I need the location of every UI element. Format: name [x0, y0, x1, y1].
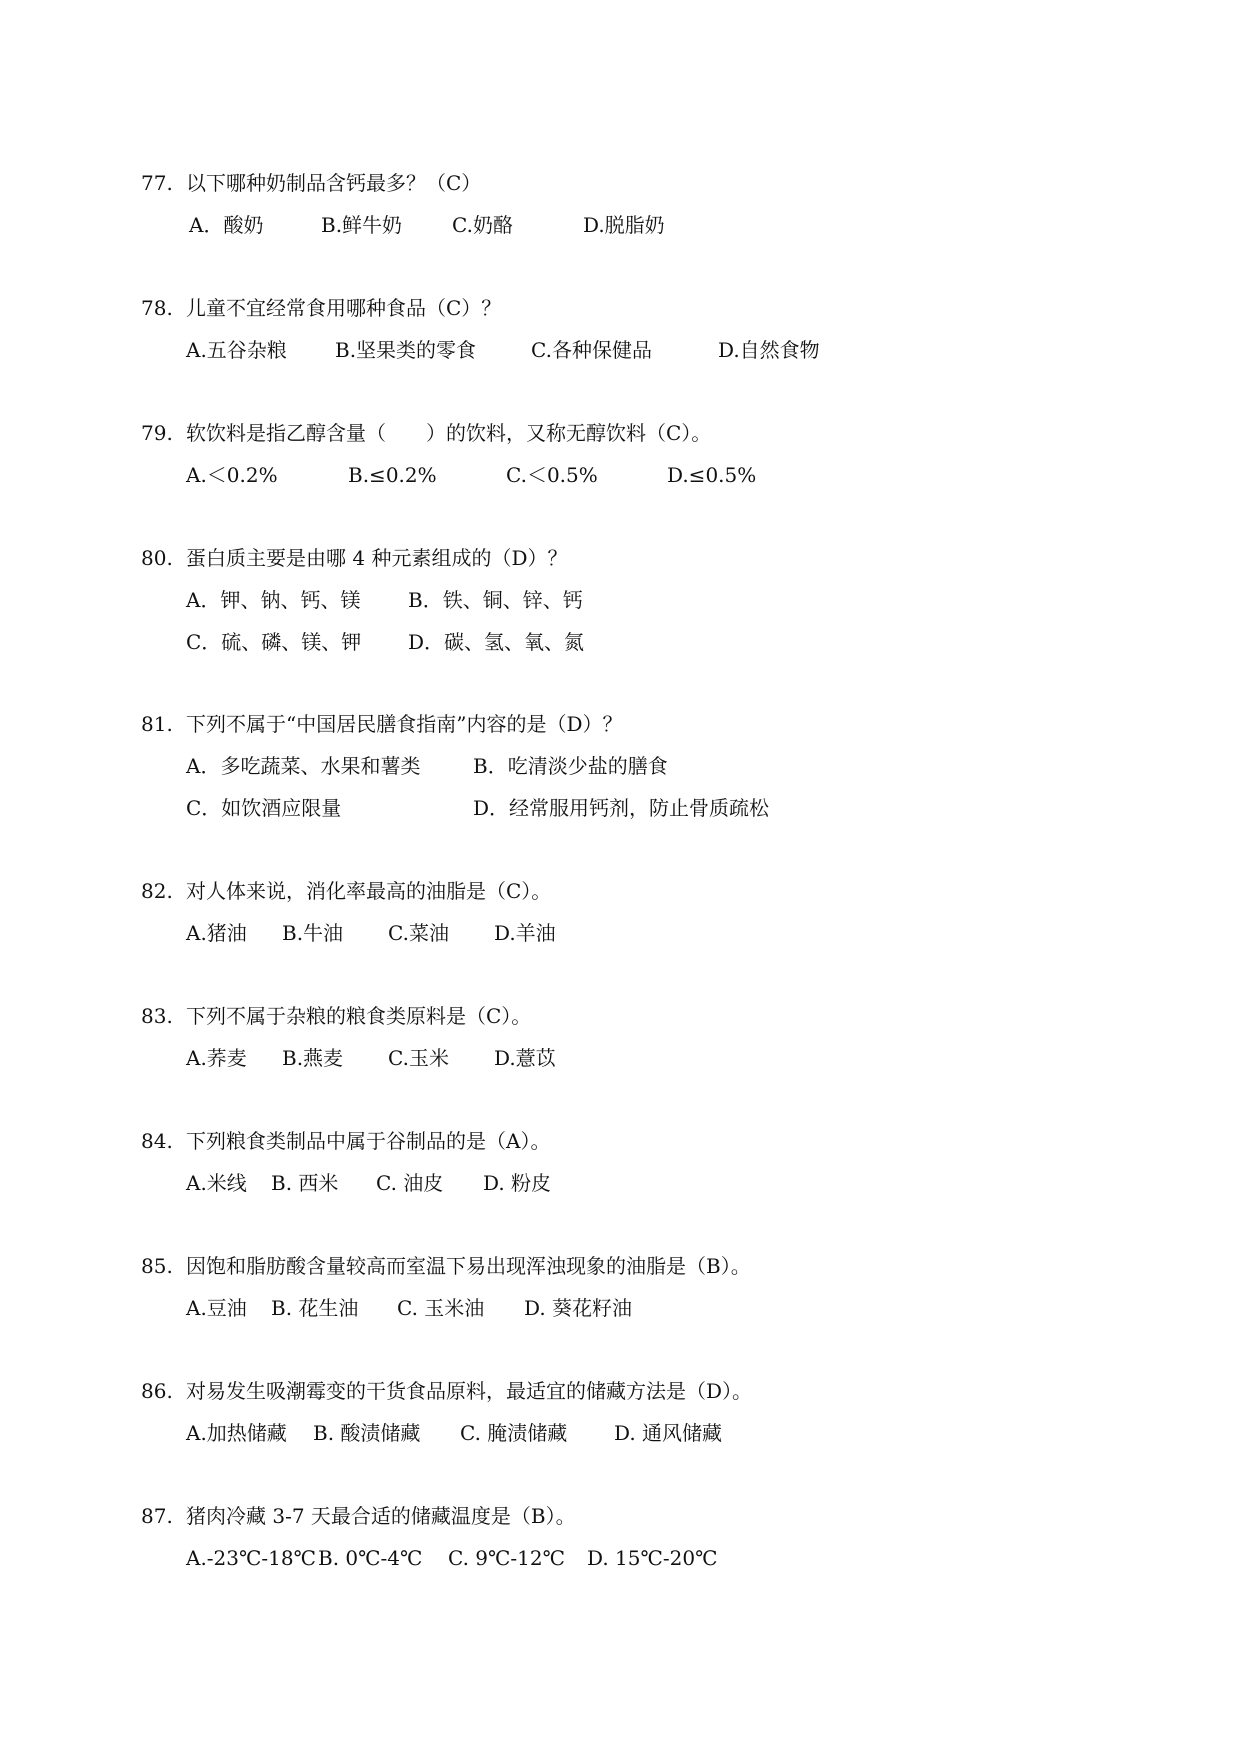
question-77 [141, 163, 1141, 237]
question-stem [141, 1246, 1141, 1286]
option-a: A.豆油 [186, 1296, 247, 1320]
option-c: C. 玉米油 [397, 1296, 485, 1320]
question-text: 下列不属于“中国居民膳食指南”内容的是（D）？ [186, 712, 623, 736]
question-stem [141, 996, 1141, 1036]
question-number: 77. [141, 171, 173, 195]
question-79 [141, 413, 1141, 487]
question-stem [141, 1371, 1141, 1411]
option-b: B. 花生油 [271, 1296, 359, 1320]
option-d: D．碳、氢、氧、氮 [408, 630, 585, 654]
option-b: B．铁、铜、锌、钙 [408, 588, 583, 612]
question-text: 对人体来说，消化率最高的油脂是（C）。 [186, 879, 552, 903]
option-d: D. 通风储藏 [614, 1421, 723, 1445]
question-stem [141, 704, 1141, 744]
question-78 [141, 288, 1141, 362]
option-row [186, 746, 1136, 786]
option-b: B．吃清淡少盐的膳食 [473, 754, 668, 778]
option-a: A．多吃蔬菜、水果和薯类 [186, 754, 421, 778]
question-text: 以下哪种奶制品含钙最多？（C） [186, 171, 482, 195]
question-text: 因饱和脂肪酸含量较高而室温下易出现浑浊现象的油脂是（B）。 [186, 1254, 751, 1278]
option-b: B.燕麦 [282, 1046, 344, 1070]
question-80 [141, 538, 1141, 654]
option-row [186, 1288, 1136, 1328]
question-stem [141, 871, 1141, 911]
option-c: C.＜0.5% [506, 463, 598, 487]
question-stem [141, 1496, 1141, 1536]
question-stem [141, 1121, 1141, 1161]
question-text: 下列不属于杂粮的粮食类原料是（C）。 [186, 1004, 532, 1028]
option-d: D．经常服用钙剂，防止骨质疏松 [473, 796, 770, 820]
option-c: C.奶酪 [452, 213, 513, 237]
option-d: D. 葵花籽油 [524, 1296, 633, 1320]
option-b: B.牛油 [282, 921, 344, 945]
option-a: A.猪油 [186, 921, 247, 945]
option-row [186, 1163, 1136, 1203]
question-number: 80. [141, 546, 173, 570]
question-number: 83. [141, 1004, 173, 1028]
option-row [186, 1538, 1136, 1578]
question-stem [141, 163, 1141, 203]
option-d: D.羊油 [494, 921, 556, 945]
option-a: A.荞麦 [186, 1046, 247, 1070]
question-text: 对易发生吸潮霉变的干货食品原料，最适宜的储藏方法是（D）。 [186, 1379, 753, 1403]
option-d: D.脱脂奶 [583, 213, 665, 237]
question-86 [141, 1371, 1141, 1445]
question-text: 儿童不宜经常食用哪种食品（C）？ [186, 296, 502, 320]
option-d: D.≤0.5% [667, 463, 757, 487]
option-a: A.-23℃-18℃ [186, 1546, 316, 1570]
option-c: C. 腌渍储藏 [460, 1421, 568, 1445]
question-85 [141, 1246, 1141, 1320]
option-a: A．钾、钠、钙、镁 [186, 588, 361, 612]
option-row [186, 1413, 1136, 1453]
option-row [186, 330, 1136, 370]
option-a: A.米线 [186, 1171, 247, 1195]
question-number: 86. [141, 1379, 173, 1403]
question-text: 软饮料是指乙醇含量（ ）的饮料，又称无醇饮料（C）。 [186, 421, 712, 445]
option-row [186, 788, 1136, 828]
option-c: C．硫、磷、镁、钾 [186, 630, 362, 654]
option-b: B. 0℃-4℃ [318, 1546, 423, 1570]
question-number: 79. [141, 421, 173, 445]
question-text: 猪肉冷藏 3-7 天最合适的储藏温度是（B）。 [186, 1504, 576, 1528]
option-row [186, 913, 1136, 953]
option-row [186, 622, 1136, 662]
question-stem [141, 413, 1141, 453]
option-d: D. 粉皮 [483, 1171, 552, 1195]
question-stem [141, 288, 1141, 328]
question-83 [141, 996, 1141, 1070]
question-87 [141, 1496, 1141, 1570]
option-b: B.坚果类的零食 [335, 338, 477, 362]
option-c: C.菜油 [388, 921, 449, 945]
option-d: D.薏苡 [494, 1046, 556, 1070]
option-a: A．酸奶 [189, 213, 264, 237]
option-a: A.加热储藏 [186, 1421, 287, 1445]
option-row [186, 580, 1136, 620]
question-82 [141, 871, 1141, 945]
option-d: D.自然食物 [718, 338, 820, 362]
question-number: 81. [141, 712, 173, 736]
option-a: A.＜0.2% [186, 463, 278, 487]
option-b: B.鲜牛奶 [321, 213, 403, 237]
option-b: B. 酸渍储藏 [313, 1421, 421, 1445]
option-row [186, 455, 1136, 495]
option-a: A.五谷杂粮 [186, 338, 287, 362]
question-text: 蛋白质主要是由哪 4 种元素组成的（D）？ [186, 546, 568, 570]
option-b: B.≤0.2% [348, 463, 437, 487]
option-c: C.各种保健品 [531, 338, 652, 362]
option-c: C.玉米 [388, 1046, 449, 1070]
question-number: 78. [141, 296, 173, 320]
question-84 [141, 1121, 1141, 1195]
question-81 [141, 704, 1141, 820]
option-c: C. 油皮 [376, 1171, 444, 1195]
question-number: 85. [141, 1254, 173, 1278]
question-number: 82. [141, 879, 173, 903]
option-d: D. 15℃-20℃ [587, 1546, 718, 1570]
question-stem [141, 538, 1141, 578]
option-row [186, 1038, 1136, 1078]
option-row [186, 205, 1136, 245]
question-text: 下列粮食类制品中属于谷制品的是（A）。 [186, 1129, 551, 1153]
option-b: B. 西米 [271, 1171, 339, 1195]
question-number: 87. [141, 1504, 173, 1528]
option-c: C. 9℃-12℃ [448, 1546, 565, 1570]
question-number: 84. [141, 1129, 173, 1153]
option-c: C．如饮酒应限量 [186, 796, 342, 820]
